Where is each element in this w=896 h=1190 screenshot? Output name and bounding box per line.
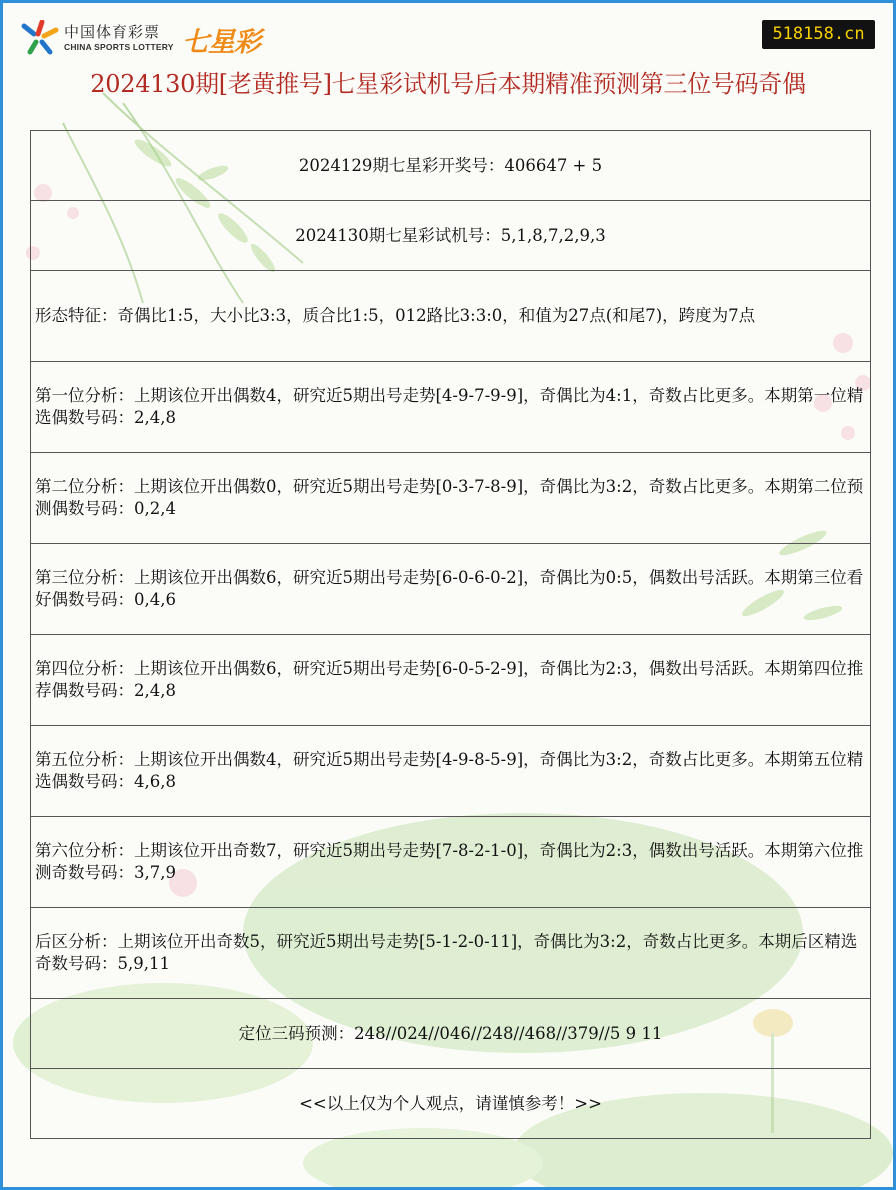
- table-row: [31, 362, 871, 453]
- table-row: [31, 635, 871, 726]
- disclaimer-cell: <<以上仅为个人观点，请谨慎参考！>>: [31, 1069, 871, 1139]
- logo-chinese-text: 中国体育彩票: [64, 23, 161, 41]
- pattern-features-cell: 形态特征：奇偶比1:5，大小比3:3，质合比1:5，012路比3:3:0，和值为27点(和尾7)，跨度为7点: [31, 271, 871, 362]
- three-code-prediction-cell: 定位三码预测：248//024//046//248//468//379//5 9 11: [31, 999, 871, 1069]
- table-row: [31, 453, 871, 544]
- table-row: [31, 201, 871, 271]
- position-4-analysis-cell: 第四位分析：上期该位开出偶数6，研究近5期出号走势[6-0-5-2-9]，奇偶比为2:3，偶数出号活跃。本期第四位推荐偶数号码：2,4,8: [31, 635, 871, 726]
- china-sports-lottery-logo: [20, 20, 280, 58]
- table-row: [31, 271, 871, 362]
- table-row: [31, 1069, 871, 1139]
- position-2-analysis-cell: 第二位分析：上期该位开出偶数0，研究近5期出号走势[0-3-7-8-9]，奇偶比为3:2，奇数占比更多。本期第二位预测偶数号码：0,2,4: [31, 453, 871, 544]
- table-row: [31, 544, 871, 635]
- draw-result-cell: 2024129期七星彩开奖号：406647 + 5: [31, 131, 871, 201]
- table-row: [31, 131, 871, 201]
- logo-game-name: 七星彩: [182, 27, 260, 58]
- page-title: 2024130期[老黄推号]七星彩试机号后本期精准预测第三位号码奇偶: [90, 70, 806, 98]
- table-row: [31, 999, 871, 1069]
- position-5-analysis-cell: 第五位分析：上期该位开出偶数4，研究近5期出号走势[4-9-8-5-9]，奇偶比为3:2，奇数占比更多。本期第五位精选偶数号码：4,6,8: [31, 726, 871, 817]
- table-row: [31, 908, 871, 999]
- position-1-analysis-cell: 第一位分析：上期该位开出偶数4，研究近5期出号走势[4-9-7-9-9]，奇偶比为4:1，奇数占比更多。本期第一位精选偶数号码：2,4,8: [31, 362, 871, 453]
- table-row: [31, 817, 871, 908]
- prediction-table: [30, 130, 871, 1139]
- position-3-analysis-cell: 第三位分析：上期该位开出偶数6，研究近5期出号走势[6-0-6-0-2]，奇偶比为0:5，偶数出号活跃。本期第三位看好偶数号码：0,4,6: [31, 544, 871, 635]
- logo-english-text: CHINA SPORTS LOTTERY: [64, 42, 174, 52]
- position-6-analysis-cell: 第六位分析：上期该位开出奇数7，研究近5期出号走势[7-8-2-1-0]，奇偶比为2:3，偶数出号活跃。本期第六位推测奇数号码：3,7,9: [31, 817, 871, 908]
- back-zone-analysis-cell: 后区分析：上期该位开出奇数5，研究近5期出号走势[5-1-2-0-11]，奇偶比为3:2，奇数占比更多。本期后区精选奇数号码：5,9,11: [31, 908, 871, 999]
- site-domain-badge[interactable]: 518158.cn: [762, 20, 875, 49]
- table-row: [31, 726, 871, 817]
- test-numbers-cell: 2024130期七星彩试机号：5,1,8,7,2,9,3: [31, 201, 871, 271]
- lottery-star-logo-icon: [20, 20, 60, 56]
- prediction-table-container: [30, 130, 871, 1139]
